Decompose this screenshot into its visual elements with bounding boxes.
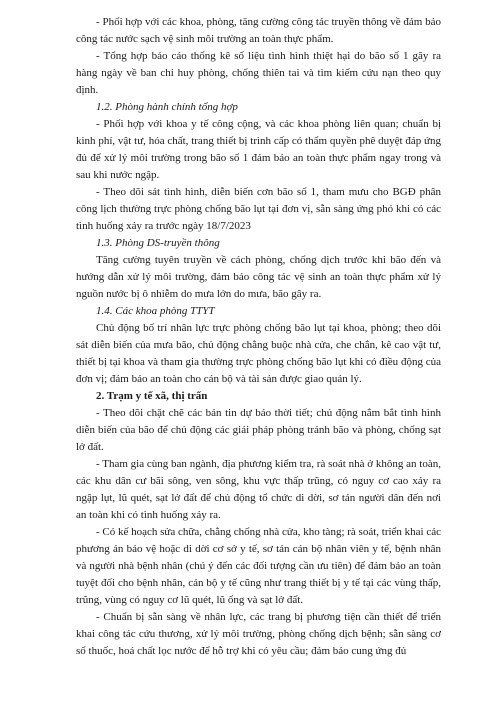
- paragraph-weather-monitoring: - Theo dõi chặt chẽ các bản tin dự báo thời tiết; chủ động nắm bắt tình hình diễn biến của bão để chủ động các giải pháp phòng tránh bão và phòng, chống sạt lở đất.: [76, 407, 441, 453]
- heading-admin-office: 1.2. Phòng hành chính tổng hợp: [96, 101, 238, 113]
- paragraph-ds-communication: Tăng cường tuyên truyền về cách phòng, chống dịch trước khi bão đến và hướng dẫn xử lý môi trường, đảm bảo công tác vệ sinh an toàn thực phẩm xử lý nguồn nước bị ô nhiễm do mưa lớn do mưa, bão gây ra.: [76, 254, 441, 300]
- paragraph-admin-monitoring: - Theo dõi sát tình hình, diễn biến cơn bão số 1, tham mưu cho BGĐ phân công lịch thường trực phòng chống bão lụt tại đơn vị, sẵn sàng ứng phó khi có các tình huống xảy ra trước ngày 18/7/2023: [76, 186, 441, 232]
- heading-ds-communication: 1.3. Phòng DS-truyền thông: [96, 237, 220, 249]
- paragraph-readiness: - Chuẩn bị sẵn sàng về nhân lực, các trang bị phương tiện cần thiết để triển khai công tác cứu thương, xử lý môi trường, phòng chống dịch bệnh; sẵn sàng cơ số thuốc, hoá chất lọc nước để hỗ trợ khi có yêu cầu; đảm bảo cung ứng đủ: [76, 611, 441, 657]
- paragraph-repair-plan: - Có kế hoạch sửa chữa, chằng chống nhà cửa, kho tàng; rà soát, triển khai các phương án bảo vệ hoặc di dời cơ sở y tế, sơ tán cán bộ nhân viên y tế, bệnh nhân và người nhà bệnh nhân (chú ý đến các đối tượng cần ưu tiên) để đảm bảo an toàn tuyệt đối cho bệnh nhân, cán bộ y tế cũng như trang thiết bị y tế tại các vùng thấp, trũng, vùng có nguy cơ lũ quét, lũ ống và sạt lở đất.: [76, 526, 442, 606]
- heading-departments: 1.4. Các khoa phòng TTYT: [96, 305, 215, 317]
- paragraph-admin-coordination: - Phối hợp với khoa y tế công cộng, và các khoa phòng liên quan; chuẩn bị kinh phí, vật tư, hóa chất, trang thiết bị trình cấp có thẩm quyền phê duyệt đáp ứng đủ để xử lý môi trường trong bão số 1 đảm bảo an toàn thực phẩm ngay trong và sau khi nước ngập.: [76, 118, 441, 181]
- document-page: [76, 14, 441, 660]
- heading-commune-stations: 2. Trạm y tế xã, thị trấn: [96, 390, 208, 402]
- paragraph-departments: Chủ động bố trí nhân lực trực phòng chống bão lụt tại khoa, phòng; theo dõi sát diễn biến của mưa bão, chủ động chằng buộc nhà cửa, che chắn, kê cao vật tư, thiết bị tại khoa và tham gia thường trực phòng chống bão lụt khi có điều động của đơn vị; đảm bảo an toàn cho cán bộ và tài sản được giao quản lý.: [76, 322, 441, 385]
- paragraph-communication: - Phối hợp với các khoa, phòng, tăng cường công tác truyền thông về đảm bảo công tác nước sạch vệ sinh môi trường an toàn thực phẩm.: [76, 16, 441, 45]
- paragraph-inspection: - Tham gia cùng ban ngành, địa phương kiểm tra, rà soát nhà ở không an toàn, các khu dân cư bãi sông, ven sông, khu vực thấp trũng, có nguy cơ cao xảy ra ngập lụt, lũ quét, sạt lở đất để chủ động tổ chức di dời, sơ tán người dân đến nơi an toàn khi có tình huống xảy ra.: [76, 458, 441, 521]
- paragraph-damage-report: - Tổng hợp báo cáo thống kê số liệu tình hình thiệt hại do bão số 1 gây ra hàng ngày về ban chỉ huy phòng, chống thiên tai và tìm kiếm cứu nạn theo quy định.: [76, 50, 441, 96]
